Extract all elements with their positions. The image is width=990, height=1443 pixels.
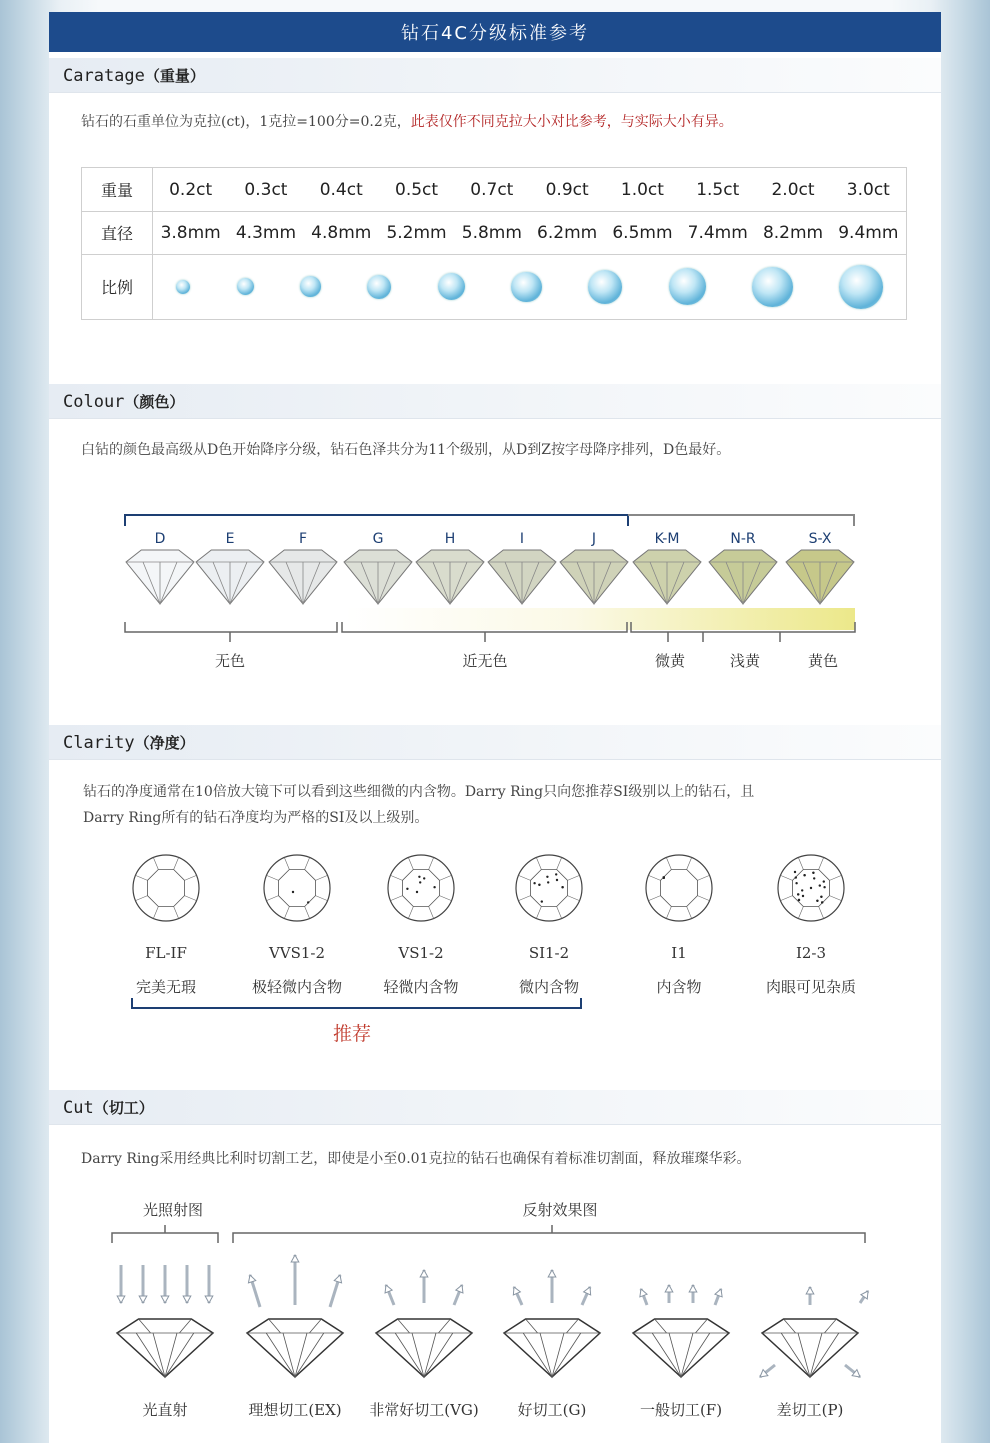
colour-diamond-icon	[344, 550, 412, 604]
diamond-scale-icon	[669, 268, 706, 305]
weights-row	[153, 180, 906, 200]
page-title: 钻石4C分级标准参考	[400, 23, 590, 44]
colour-grade-label: N-R	[730, 531, 756, 547]
carat-weight-cell: 3.0ct	[846, 179, 890, 200]
caratage-description	[81, 109, 733, 135]
clarity-grade-code: SI1-2	[528, 944, 570, 962]
colour-diamond-icon	[416, 550, 484, 604]
carat-diameter-cell: 5.8mm	[461, 222, 522, 243]
colour-grade-label: H	[444, 531, 456, 547]
carat-diameter-cell: 5.2mm	[386, 222, 447, 243]
caratage-desc-plain: 钻石的石重单位为克拉(ct)，1克拉=100分=0.2克，	[81, 114, 411, 130]
cut-diagram-icon	[633, 1285, 729, 1377]
colour-diamond-icon	[126, 550, 194, 604]
group-faint-yellow: 微黄	[654, 652, 685, 670]
carat-diameter-cell: 6.5mm	[612, 222, 673, 243]
clarity-grade-name: 肉眼可见杂质	[765, 978, 856, 996]
diamond-scale-icon	[438, 273, 465, 300]
colour-grade-label: E	[225, 531, 235, 547]
cut-diagram-icon	[504, 1270, 600, 1377]
colour-diamond-icon	[488, 550, 556, 604]
carat-diameter-cell: 7.4mm	[687, 222, 748, 243]
cut-grade-label: 光直射	[142, 1401, 188, 1419]
clarity-desc-line2: Darry Ring所有的钻石净度均为严格的SI及以上级别。	[83, 810, 429, 826]
carat-weight-cell: 2.0ct	[771, 179, 815, 200]
colour-grade-label: D	[154, 531, 166, 547]
diamond-scale-icon	[752, 267, 792, 307]
carat-weight-cell: 0.5ct	[395, 179, 439, 200]
carat-diameter-cell: 4.3mm	[235, 222, 297, 243]
recommend-bracket	[131, 1007, 582, 1009]
clarity-grade-name: 微内含物	[518, 978, 579, 996]
clarity-grade-code: VS1-2	[398, 944, 444, 962]
diamond-scale-icon	[839, 265, 883, 309]
clarity-diagram-icon	[778, 855, 844, 921]
group-light-yellow: 浅黄	[729, 652, 760, 670]
clarity-grade-code: FL-IF	[145, 944, 187, 962]
colour-diamond-icon	[560, 550, 628, 604]
carat-diameter-cell: 4.8mm	[311, 222, 372, 243]
clarity-diagram-icon	[264, 855, 330, 921]
weight-row-label: 重量	[82, 168, 153, 212]
colour-subtitle: （颜色）	[124, 393, 185, 411]
cut-diagram-icon	[117, 1265, 213, 1377]
diameter-row-label: 直径	[82, 212, 153, 254]
cut-diagram-icon	[376, 1270, 472, 1377]
recommend-label: 推荐	[332, 1023, 371, 1045]
clarity-diagrams	[100, 848, 900, 928]
cut-diagram-icon	[247, 1255, 343, 1377]
reflect-diagram-label: 反射效果图	[522, 1201, 598, 1219]
clarity-diagram-icon	[388, 855, 454, 921]
recommend-bracket-right	[580, 998, 582, 1008]
colour-diamond-icon	[269, 550, 337, 604]
caratage-desc-note: 此表仅作不同克拉大小对比参考，与实际大小有异。	[410, 114, 733, 130]
cut-title: Cut	[63, 1098, 94, 1118]
colour-header	[49, 384, 941, 419]
carat-diameter-cell: 6.2mm	[537, 222, 598, 243]
clarity-grade-name: 完美无瑕	[135, 978, 196, 996]
clarity-diagram-icon	[133, 855, 199, 921]
cut-grade-label: 好切工(G)	[517, 1401, 587, 1419]
cut-description: Darry Ring采用经典比利时切割工艺，即使是小至0.01克拉的钻石也确保有着标准切割面，释放璀璨华彩。	[81, 1151, 751, 1167]
carat-weight-cell: 1.5ct	[696, 179, 740, 200]
colour-title: Colour	[63, 392, 125, 412]
cut-grade-label: 理想切工(EX)	[248, 1401, 342, 1419]
colour-diamond-icon	[196, 550, 264, 604]
caratage-subtitle: （重量）	[144, 67, 205, 85]
group-near-colorless: 近无色	[462, 652, 508, 670]
clarity-grade-name: 轻微内含物	[383, 978, 459, 996]
colour-diamond-icon	[709, 550, 777, 604]
carat-weight-cell: 0.9ct	[545, 179, 589, 200]
scale-gems-row	[153, 265, 906, 309]
carat-weight-cell: 0.2ct	[169, 179, 213, 200]
diamond-scale-icon	[176, 280, 190, 294]
clarity-grade-code: VVS1-2	[268, 944, 326, 962]
diamond-scale-icon	[237, 278, 254, 295]
cut-diagram-icon	[760, 1287, 868, 1377]
colour-diamond-icon	[633, 550, 701, 604]
colour-grade-label: S-X	[808, 531, 832, 547]
colour-description: 白钻的颜色最高级从D色开始降序分级，钻石色泽共分为11个级别，从D到Z按字母降序排列，D色最好。	[81, 442, 731, 458]
caratage-header	[49, 58, 941, 93]
caratage-title: Caratage	[63, 66, 145, 86]
colour-grade-label: J	[591, 531, 597, 547]
clarity-diagram-icon	[516, 855, 582, 921]
clarity-grade-code: I1	[671, 944, 687, 962]
cut-diagrams	[100, 1225, 890, 1400]
clarity-header	[49, 725, 941, 760]
diamond-scale-icon	[300, 276, 321, 297]
carat-weight-cell: 0.3ct	[244, 179, 288, 200]
cut-grade-label: 非常好切工(VG)	[369, 1401, 479, 1419]
colour-diamond-icon	[786, 550, 854, 604]
carat-weight-cell: 1.0ct	[620, 179, 664, 200]
clarity-subtitle: （净度）	[134, 734, 195, 752]
carat-weight-cell: 0.7ct	[470, 179, 514, 200]
colour-grade-label: G	[372, 531, 384, 547]
diamond-scale-icon	[511, 272, 542, 303]
cut-grade-label: 差切工(P)	[776, 1401, 844, 1419]
clarity-desc-line1: 钻石的净度通常在10倍放大镜下可以看到这些细微的内含物。Darry Ring只向您推荐SI级别以上的钻石，且	[83, 784, 755, 800]
cut-subtitle: （切工）	[93, 1099, 154, 1117]
carat-diameter-cell: 3.8mm	[160, 222, 221, 243]
colour-grade-label: I	[519, 531, 525, 547]
scale-row-label: 比例	[82, 254, 153, 319]
group-yellow: 黄色	[807, 652, 838, 670]
carat-table	[81, 167, 907, 320]
clarity-description	[83, 779, 754, 831]
colour-grade-label: K-M	[654, 531, 680, 547]
colour-grade-label: F	[298, 531, 308, 547]
diamond-scale-icon	[367, 275, 391, 299]
page-title-bar	[49, 12, 941, 52]
carat-diameter-cell: 9.4mm	[838, 222, 899, 243]
carat-diameter-cell: 8.2mm	[762, 222, 824, 243]
diamond-scale-icon	[588, 270, 622, 304]
light-diagram-label: 光照射图	[142, 1201, 203, 1219]
clarity-grade-name: 内含物	[656, 978, 702, 996]
diameters-row	[153, 223, 906, 243]
cut-header	[49, 1090, 941, 1125]
carat-weight-cell: 0.4ct	[319, 179, 363, 200]
cut-grade-label: 一般切工(F)	[639, 1401, 723, 1419]
clarity-grade-name: 极轻微内含物	[251, 978, 342, 996]
clarity-grade-code: I2-3	[795, 944, 827, 962]
clarity-diagram-icon	[646, 855, 712, 921]
clarity-title: Clarity	[63, 733, 135, 753]
recommend-bracket-left	[131, 998, 133, 1008]
group-colorless: 无色	[214, 652, 245, 670]
